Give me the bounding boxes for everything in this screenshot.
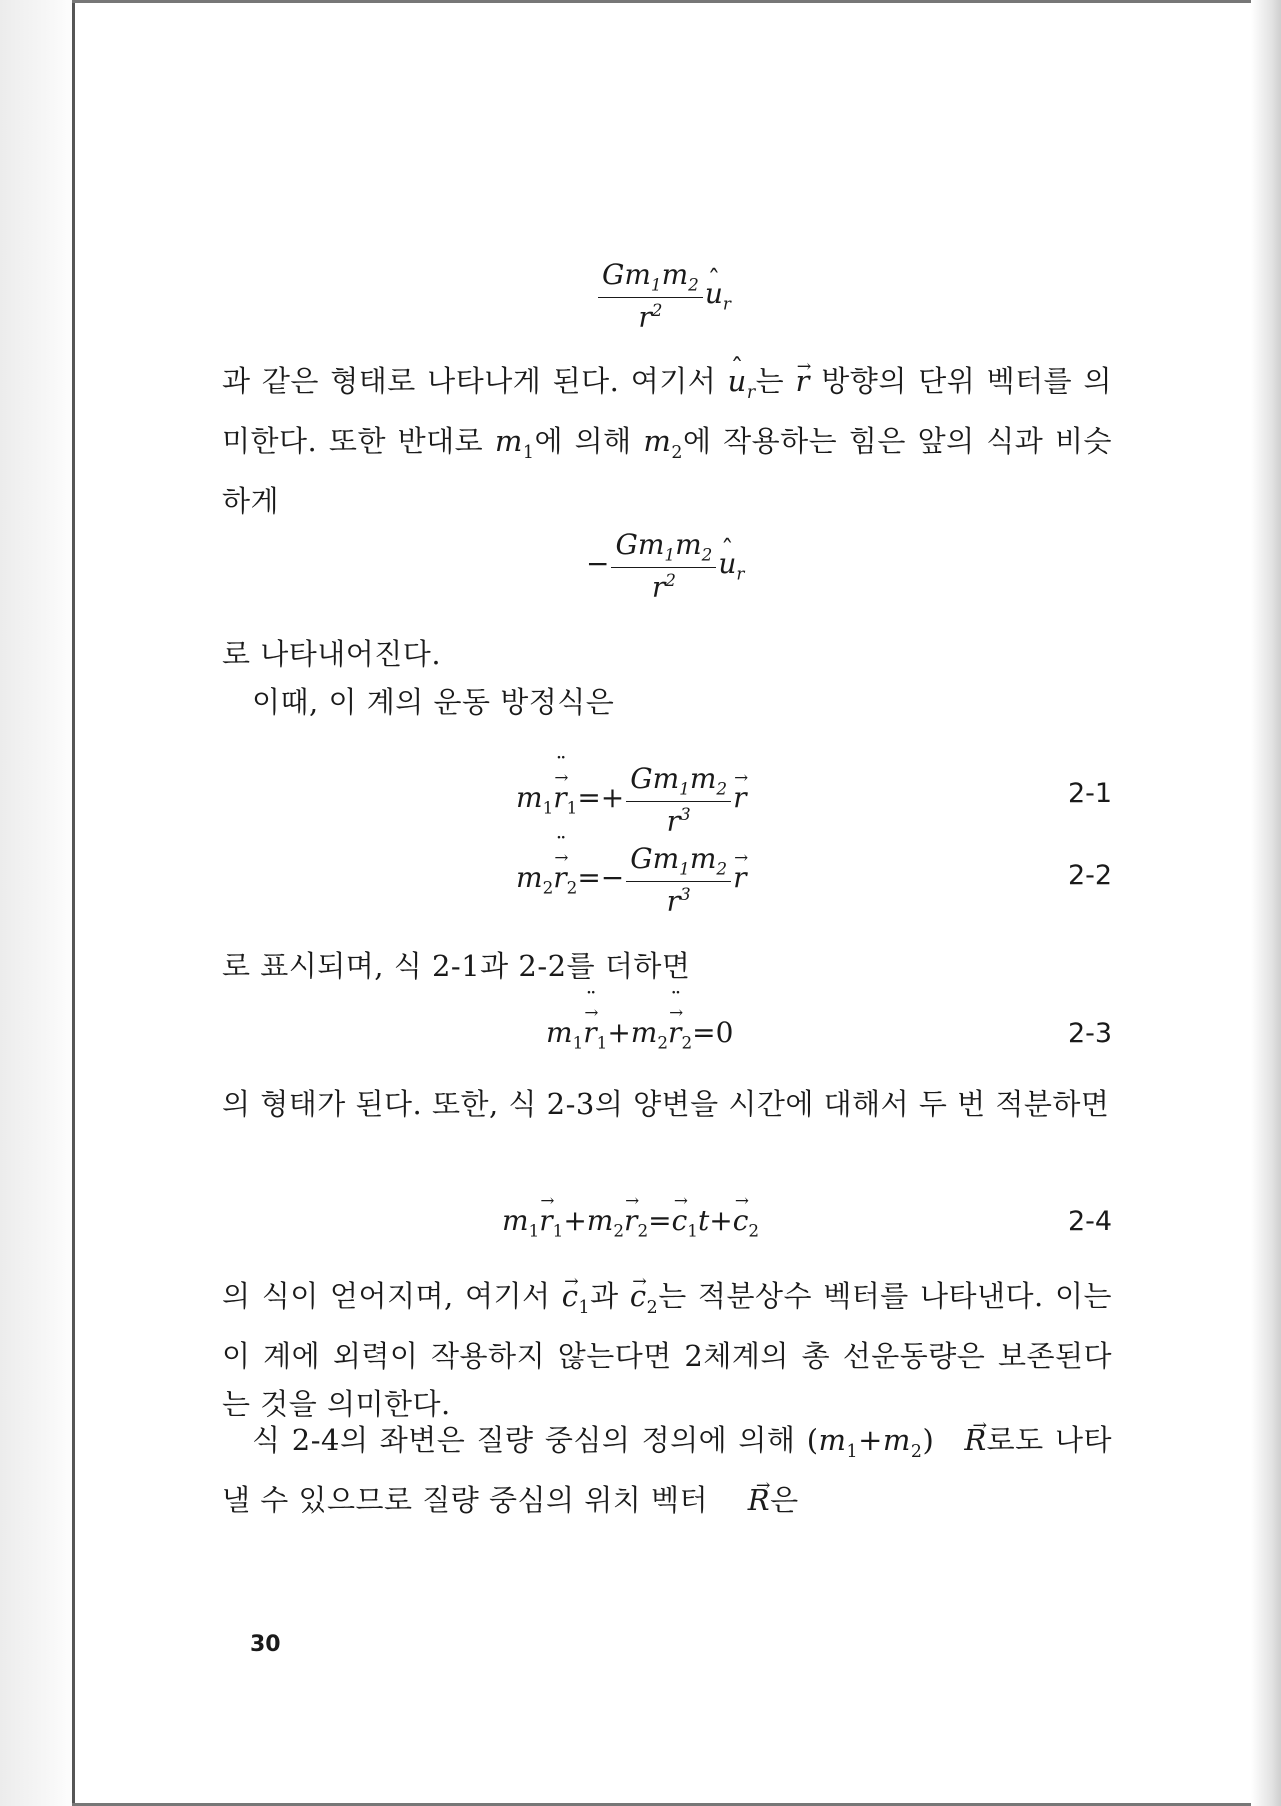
- equation-2-2: $m_2\to r$ $¨_2=-$ $\frac{Gm_1m_2}{r^3}$ → r: [516, 842, 747, 917]
- paragraph-7: 식 2-4의 좌변은 질량 중심의 정의에 의해 $(m_1+m_2)\to R$로도 나타낼 수 있으므로 질량 중심의 위치 벡터 → R은: [222, 1416, 1112, 1524]
- page-top-edge: [72, 0, 1252, 3]
- equation-force-12: $\frac{Gm_1m_2}{r^2}$ ˆ $u_r$: [596, 258, 731, 333]
- paragraph-5: 의 형태가 된다. 또한, 식 2-3의 양변을 시간에 대해서 두 번 적분하면: [222, 1087, 1110, 1121]
- page-right-edge: [1251, 0, 1281, 1806]
- paragraph-6: 의 식이 얻어지며, 여기서 → $c_1$과 → $c_2$는 적분상수 벡터를 나타낸다. 이는 이 계에 외력이 작용하지 않는다면 2체계의 총 선운동량은 보존된다는 것을 의미한다.: [222, 1272, 1112, 1428]
- equation-2-3: $m_1\to r$ $¨_1+m_2\to r$ $¨_2=0$: [546, 1016, 733, 1053]
- equation-number-2-2: 2-2: [1068, 860, 1113, 891]
- binding-line: [72, 0, 75, 1806]
- equation-number-2-1: 2-1: [1068, 778, 1113, 809]
- page-number: 30: [250, 1632, 281, 1657]
- equation-2-1: $m_1\to r$ $¨_1=+$ $\frac{Gm_1m_2}{r^3}$ → r: [516, 762, 747, 837]
- equation-2-4: $m_1\to r_1+m_2\to r_2=\to c_1t+\to c_2$: [502, 1204, 759, 1241]
- paragraph-4: 로 표시되며, 식 2-1과 2-2를 더하면: [222, 949, 691, 983]
- equation-force-21: − $\frac{Gm_1m_2}{r^2}$ ˆ $u_r$: [586, 528, 744, 603]
- equation-number-2-4: 2-4: [1068, 1206, 1113, 1237]
- paragraph-1: 과 같은 형태로 나타나게 된다. 여기서 ˆ $u_r$는 → r 방향의 단위 벡터를 의미한다. 또한 반대로 $m_1$에 의해 $m_2$에 작용하는 힘은 앞의 식과 비슷하게: [222, 357, 1112, 525]
- paragraph-2: 로 나타내어진다.: [222, 637, 442, 671]
- equation-number-2-3: 2-3: [1068, 1018, 1113, 1049]
- paragraph-3: 이때, 이 계의 운동 방정식은: [252, 685, 615, 719]
- page-left-edge: [0, 0, 80, 1806]
